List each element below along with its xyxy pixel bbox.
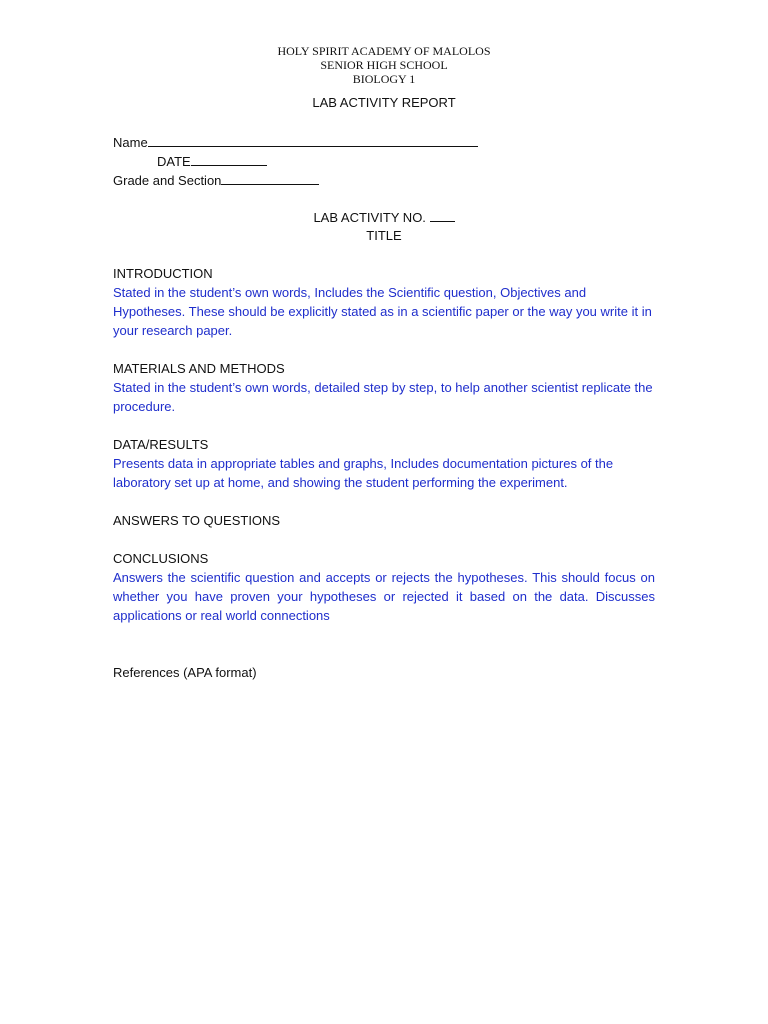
activity-title: TITLE xyxy=(366,228,402,243)
introduction-heading: INTRODUCTION xyxy=(113,266,213,281)
report-title: LAB ACTIVITY REPORT xyxy=(312,95,456,110)
name-field xyxy=(113,134,478,151)
name-blank xyxy=(148,134,478,147)
references-heading: References (APA format) xyxy=(113,665,257,680)
lab-activity-number xyxy=(0,209,768,226)
grade-section-label: Grade and Section xyxy=(113,173,222,188)
name-label: Name xyxy=(113,135,148,150)
school-header xyxy=(0,44,768,86)
conclusions-body: Answers the scientific question and accepts or rejects the hypotheses. This should focus on whether you have proven your hypotheses or rejected it based on the data. Discusses applications or real world connections xyxy=(113,570,655,623)
lab-activity-number-label: LAB ACTIVITY NO. xyxy=(313,210,426,225)
materials-methods-body: Stated in the student’s own words, detailed step by step, to help another scientist replicate the procedure. xyxy=(113,380,653,414)
conclusions-heading: CONCLUSIONS xyxy=(113,551,209,566)
school-name: HOLY SPIRIT ACADEMY OF MALOLOS xyxy=(277,44,491,58)
data-results-body: Presents data in appropriate tables and graphs, Includes documentation pictures of the laboratory set up at home, and showing the student performing the experiment. xyxy=(113,456,614,490)
date-field xyxy=(157,153,267,170)
lab-activity-number-blank xyxy=(430,209,455,222)
grade-section-field xyxy=(113,172,319,189)
date-label: DATE xyxy=(157,154,191,169)
date-blank xyxy=(191,153,267,166)
answers-heading: ANSWERS TO QUESTIONS xyxy=(113,513,281,528)
materials-methods-heading: MATERIALS AND METHODS xyxy=(113,361,285,376)
data-results-heading: DATA/RESULTS xyxy=(113,437,209,452)
school-division: SENIOR HIGH SCHOOL xyxy=(320,58,448,72)
subject-name: BIOLOGY 1 xyxy=(352,72,416,86)
grade-section-blank xyxy=(221,172,319,185)
introduction-body: Stated in the student’s own words, Includes the Scientific question, Objectives and Hypotheses. These should be explicitly stated as in a scientific paper or the way you write it in your research paper. xyxy=(113,285,652,338)
